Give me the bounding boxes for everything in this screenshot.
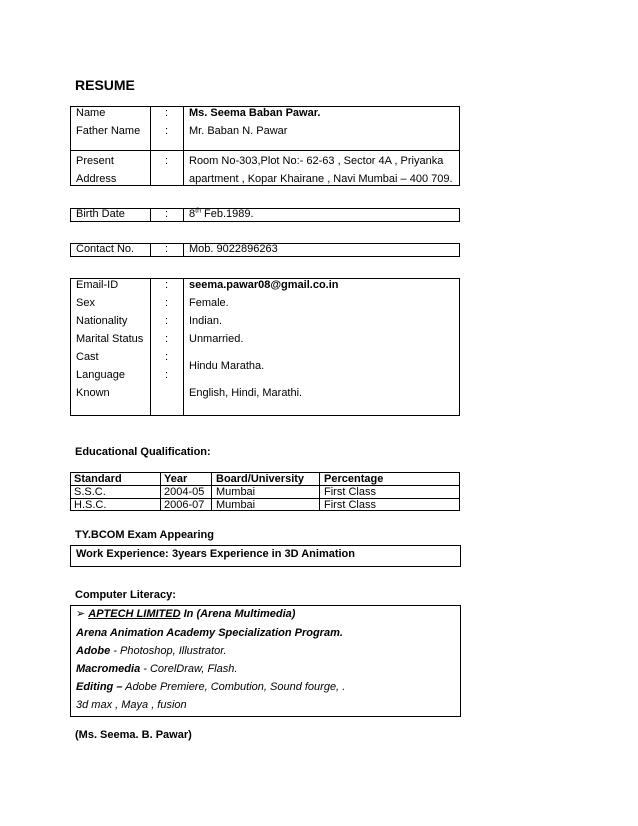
nationality-value: Indian.: [189, 315, 223, 327]
divider: [183, 106, 184, 186]
editing-name: Editing –: [76, 681, 123, 693]
language-label: Language: [76, 369, 125, 381]
birth-day-suffix: th: [195, 207, 201, 215]
cast-label: Cast: [76, 351, 99, 363]
father-name-value: Mr. Baban N. Pawar: [189, 125, 288, 137]
work-experience-value: 3years Experience in 3D Animation: [172, 548, 355, 560]
divider: [183, 243, 184, 257]
signature: (Ms. Seema. B. Pawar): [75, 729, 192, 741]
edu-cell: Mumbai: [216, 486, 256, 498]
separator: :: [165, 369, 169, 381]
divider: [183, 278, 184, 416]
language-value: English, Hindi, Marathi.: [189, 387, 303, 399]
cast-value: Hindu Maratha.: [189, 360, 265, 372]
separator: :: [165, 297, 169, 309]
divider: [150, 106, 151, 186]
aptech-detail: In (Arena Multimedia): [180, 608, 296, 620]
birth-day: 8: [189, 208, 196, 220]
adobe-tools: - Photoshop, Illustrator.: [110, 645, 227, 657]
sex-label: Sex: [76, 297, 95, 309]
name-value: Ms. Seema Baban Pawar.: [189, 107, 321, 119]
edu-cell: H.S.C.: [74, 499, 107, 511]
name-label: Name: [76, 107, 106, 119]
email-label: Email-ID: [76, 279, 119, 291]
email-value: seema.pawar08@gmail.co.in: [189, 279, 339, 291]
resume-title: RESUME: [75, 77, 135, 93]
aptech-line: [76, 608, 295, 621]
separator: :: [165, 243, 169, 255]
adobe-line: [76, 645, 227, 658]
contact-value: Mob. 9022896263: [189, 243, 278, 255]
separator: :: [165, 107, 169, 119]
address-label: Address: [76, 173, 117, 185]
present-label: Present: [76, 155, 114, 167]
address-line2: apartment , Kopar Khairane , Navi Mumbai – 400 709.: [189, 173, 453, 185]
arena-program: Arena Animation Academy Specialization Program.: [76, 627, 343, 639]
arrow-bullet-icon: ➢: [76, 608, 86, 620]
edu-cell: First Class: [324, 486, 376, 498]
aptech-name: APTECH LIMITED: [88, 608, 181, 620]
edu-header-year: Year: [164, 473, 188, 485]
separator: :: [165, 333, 169, 345]
edu-cell: First Class: [324, 499, 376, 511]
divider: [150, 208, 151, 222]
work-experience-label: Work Experience:: [76, 548, 169, 560]
edu-header-percentage: Percentage: [324, 473, 384, 485]
adobe-name: Adobe: [76, 645, 111, 657]
editing-tools: Adobe Premiere, Combution, Sound fourge, .: [122, 681, 346, 693]
separator: :: [165, 315, 169, 327]
divider: [150, 243, 151, 257]
nationality-label: Nationality: [76, 315, 128, 327]
education-heading: Educational Qualification:: [75, 446, 211, 458]
divider: [319, 472, 320, 511]
contact-label: Contact No.: [76, 243, 135, 255]
marital-status-value: Unmarried.: [189, 333, 244, 345]
tybcom-note: TY.BCOM Exam Appearing: [75, 529, 214, 541]
separator: :: [165, 155, 169, 167]
divider: [70, 498, 460, 499]
address-line1: Room No-303,Plot No:- 62-63 , Sector 4A , Priyanka: [189, 155, 444, 167]
divider: [211, 472, 212, 511]
divider: [150, 278, 151, 416]
edu-header-board: Board/University: [216, 473, 305, 485]
divider: [70, 150, 460, 151]
editing-line: [76, 681, 345, 694]
edu-cell: Mumbai: [216, 499, 256, 511]
marital-status-label: Marital Status: [76, 333, 144, 345]
macromedia-name: Macromedia: [76, 663, 141, 675]
macromedia-line: [76, 663, 237, 676]
birth-date-value: [189, 208, 254, 221]
separator: :: [165, 208, 169, 220]
birth-date-box: [70, 208, 460, 222]
divider: [160, 472, 161, 511]
3d-tools-line: 3d max , Maya , fusion: [76, 699, 187, 711]
separator: :: [165, 279, 169, 291]
separator: :: [165, 351, 169, 363]
edu-cell: 2006-07: [164, 499, 205, 511]
separator: :: [165, 125, 169, 137]
edu-cell: 2004-05: [164, 486, 205, 498]
edu-header-standard: Standard: [74, 473, 122, 485]
father-name-label: Father Name: [76, 125, 141, 137]
birth-month-year: Feb.1989.: [200, 208, 254, 220]
computer-literacy-heading: Computer Literacy:: [75, 589, 176, 601]
macromedia-tools: - CorelDraw, Flash.: [140, 663, 238, 675]
sex-value: Female.: [189, 297, 229, 309]
birth-date-label: Birth Date: [76, 208, 125, 220]
divider: [183, 208, 184, 222]
known-label: Known: [76, 387, 110, 399]
edu-cell: S.S.C.: [74, 486, 106, 498]
